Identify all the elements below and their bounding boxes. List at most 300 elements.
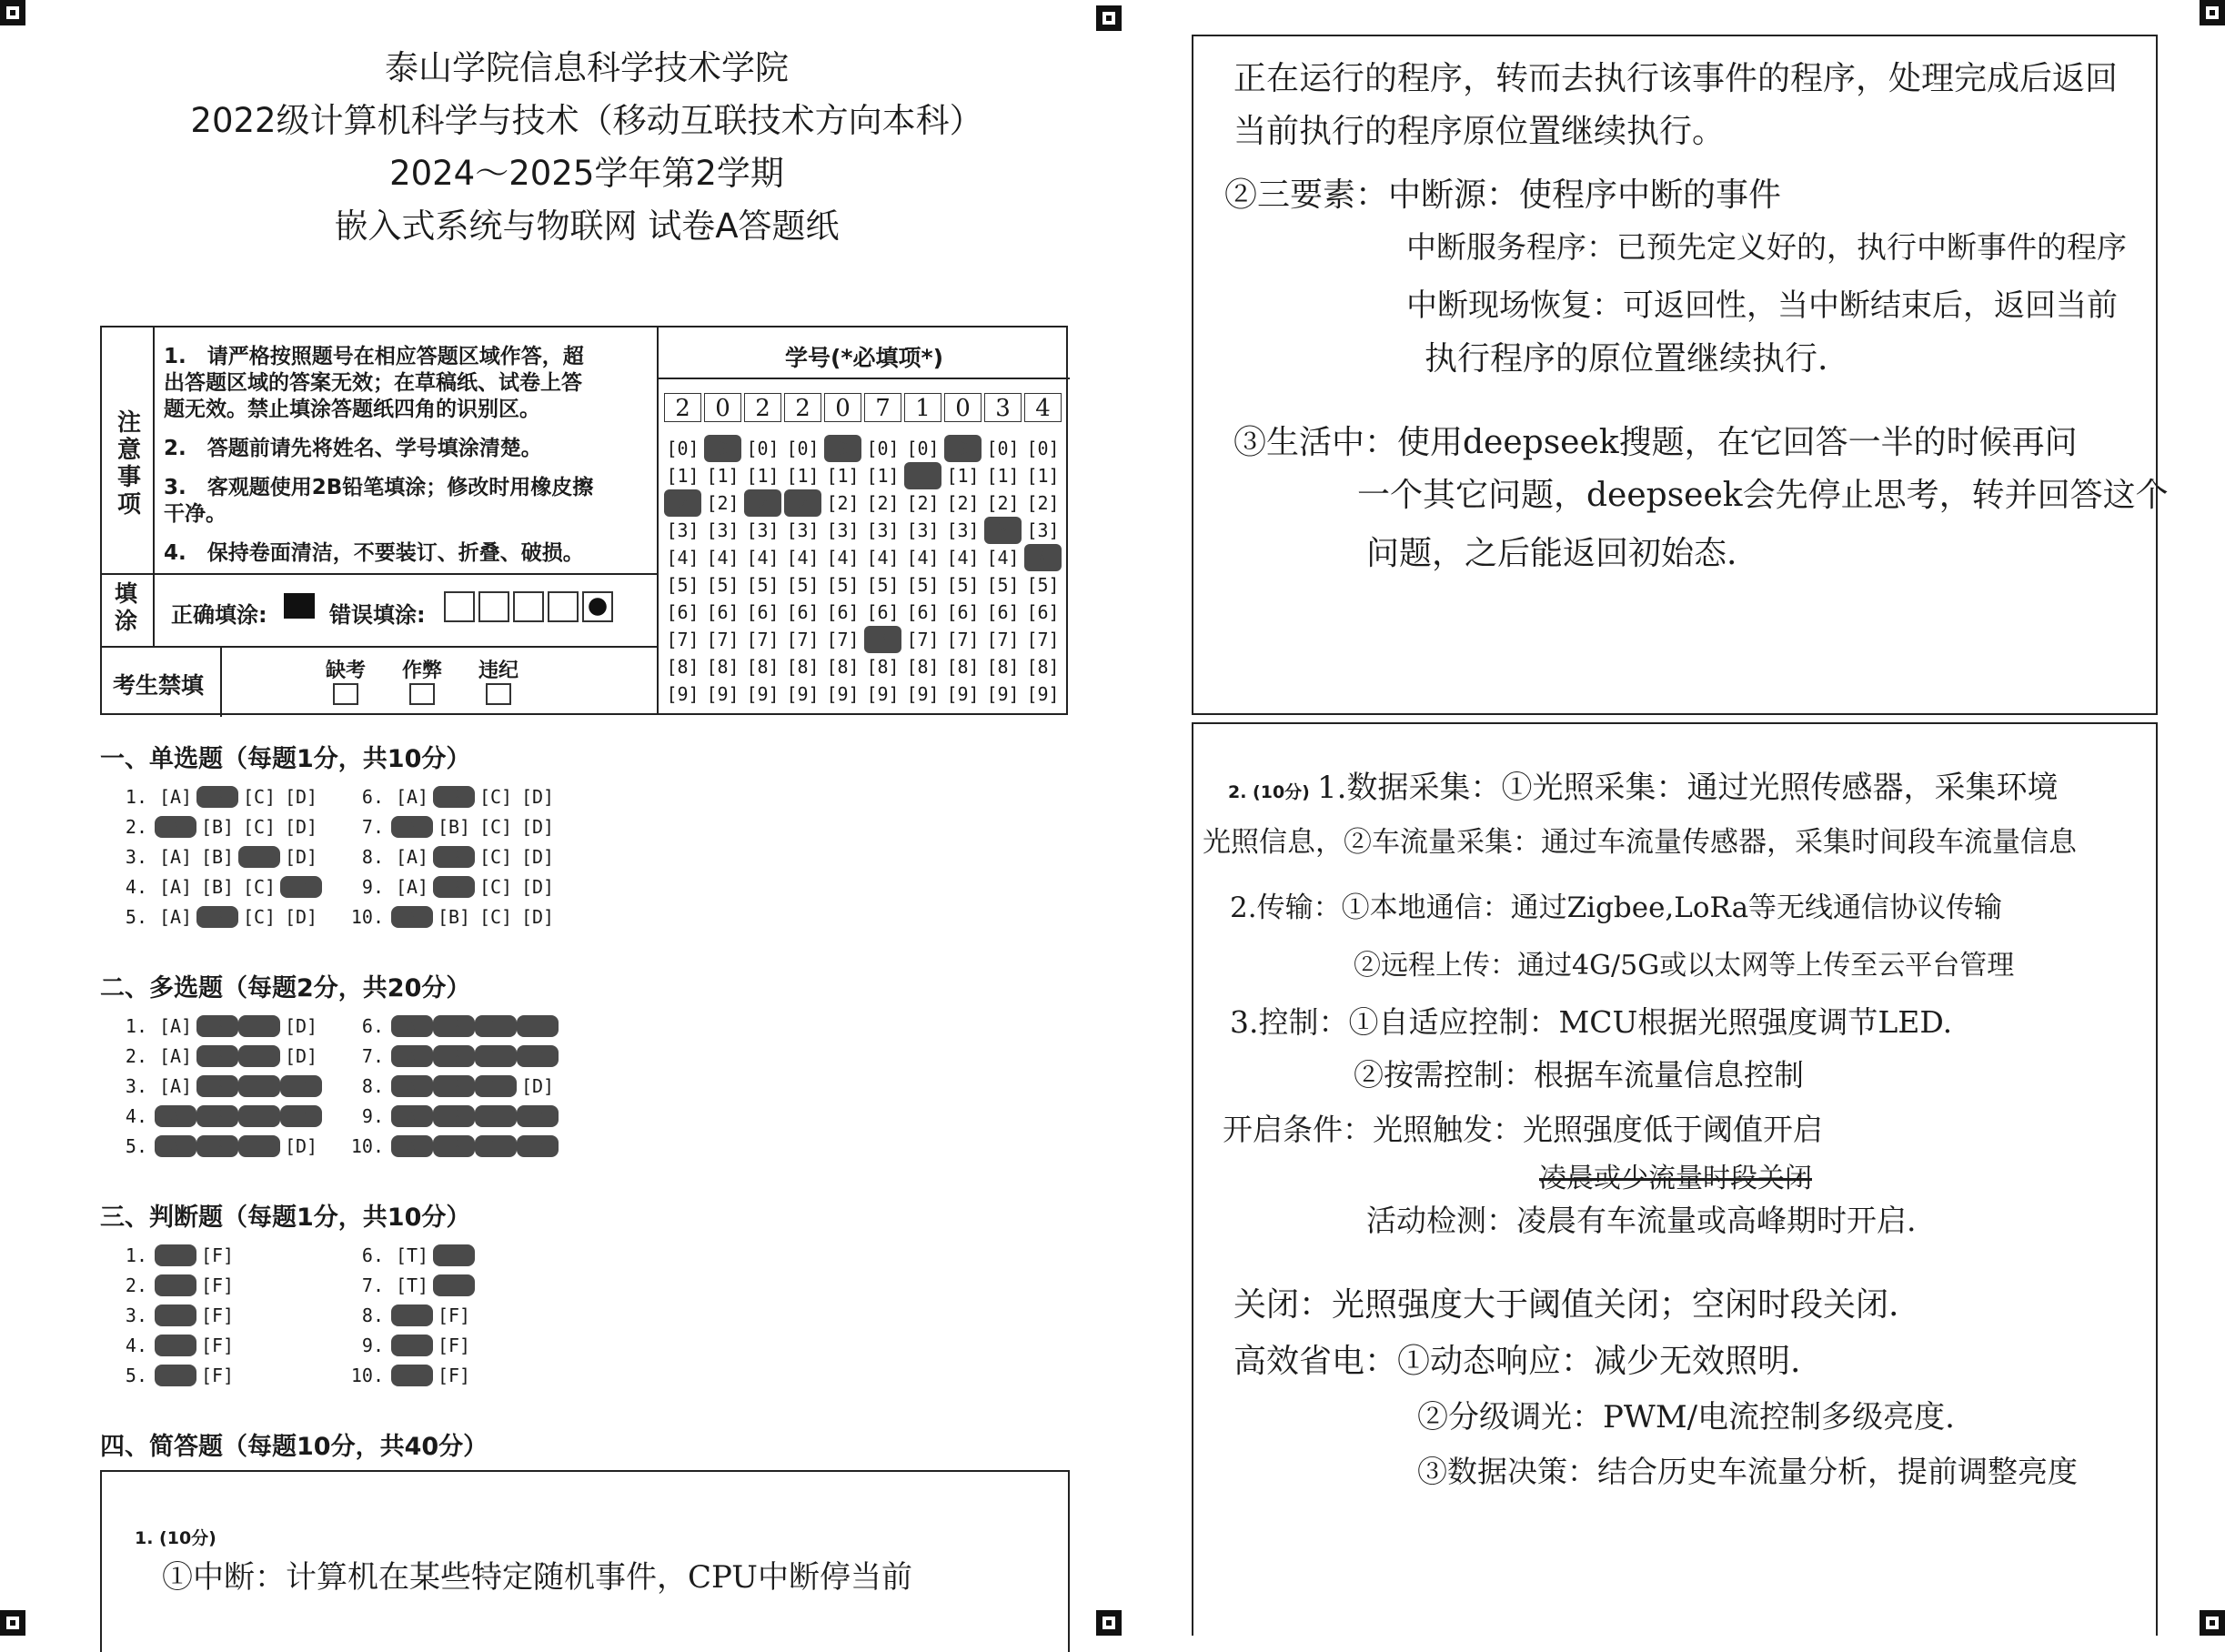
question-row (100, 876, 322, 898)
answer-option[interactable]: [C] (238, 1045, 280, 1067)
student-id-bubble[interactable]: [0] (824, 435, 861, 462)
answer-option[interactable]: [T] (391, 1365, 433, 1386)
student-id-bubble[interactable]: [6] (786, 601, 820, 623)
student-id-bubble[interactable]: [5] (906, 574, 940, 596)
student-id-bubble[interactable]: [2] (706, 492, 740, 514)
question-number: 6. (361, 1015, 384, 1037)
answer-option[interactable]: [T] (155, 1365, 196, 1386)
answer-option[interactable]: [C] (475, 1075, 517, 1097)
answer-option[interactable]: [T] (391, 1304, 433, 1326)
answer-option[interactable]: [A] (391, 1045, 433, 1067)
answer-option[interactable]: [F] (433, 1274, 475, 1296)
question-number: 1. (125, 1015, 147, 1037)
notice-item: 题无效。禁止填涂答题纸四角的识别区。 (164, 398, 540, 421)
student-id-bubble[interactable]: [7] (864, 626, 901, 653)
answer-option[interactable]: [A] (155, 1105, 196, 1127)
question-number: 4. (125, 876, 147, 898)
student-id-bubble[interactable]: [8] (986, 656, 1020, 678)
question-row (337, 876, 559, 898)
student-id-bubble[interactable]: [2] (986, 492, 1020, 514)
answer-option[interactable]: [B] (196, 1135, 238, 1157)
student-id-bubble[interactable]: [3] (786, 519, 820, 541)
question-row (100, 1045, 322, 1067)
student-id-bubble[interactable]: [3] (946, 519, 980, 541)
answer-option[interactable]: [F] (437, 1365, 471, 1386)
student-id-digit: 3 (984, 393, 1022, 422)
student-id-bubble[interactable]: [8] (706, 656, 740, 678)
question-row (100, 786, 322, 808)
student-id-bubble[interactable]: [4] (1024, 544, 1062, 571)
answer-option[interactable]: [D] (520, 906, 555, 928)
answer-line: ③数据决策：结合历史车流量分析，提前调整亮度 (1417, 1454, 2078, 1489)
answer-option[interactable]: [D] (284, 1135, 318, 1157)
student-id-bubble[interactable]: [8] (826, 656, 860, 678)
student-id-digit: 0 (944, 393, 982, 422)
student-id-bubble[interactable]: [5] (986, 574, 1020, 596)
student-id-digits (664, 393, 1064, 426)
student-id-bubble[interactable]: [9] (1026, 683, 1060, 705)
answer-box-q2 (1192, 722, 2158, 1636)
student-id-bubble[interactable]: [1] (866, 465, 900, 487)
question-row (100, 1135, 322, 1157)
question-number: 5. (125, 906, 147, 928)
student-id-bubble[interactable]: [6] (826, 601, 860, 623)
question-number: 4. (125, 1105, 147, 1127)
student-id-bubble[interactable]: [7] (986, 629, 1020, 650)
answer-option[interactable]: [B] (437, 906, 471, 928)
student-id-title: 学号(*必填项*) (785, 345, 943, 371)
absent-label: 缺考 (326, 660, 367, 682)
student-id-bubble[interactable]: [5] (786, 574, 820, 596)
student-id-bubble[interactable]: [9] (986, 683, 1020, 705)
student-id-bubble[interactable]: [9] (946, 683, 980, 705)
student-id-bubble[interactable]: [6] (746, 601, 780, 623)
answer-option[interactable]: [B] (196, 1105, 238, 1127)
answer-line: 关闭：光照强度大于阈值关闭；空闲时段关闭. (1233, 1286, 1899, 1324)
student-id-bubble[interactable]: [6] (706, 601, 740, 623)
student-id-bubble[interactable]: [5] (946, 574, 980, 596)
answer-option[interactable]: [D] (520, 1075, 555, 1097)
answer-line: 当前执行的程序原位置继续执行。 (1233, 113, 1726, 150)
wrong-line-mark-icon (478, 591, 509, 622)
answer-line: ②三要素：中断源：使程序中断的事件 (1224, 176, 1782, 214)
corner-marker-top-right (2200, 0, 2225, 25)
answer-line: ③生活中：使用deepseek搜题，在它回答一半的时候再问 (1233, 424, 2078, 461)
answer-option[interactable]: [C] (242, 876, 277, 898)
answer-option[interactable]: [C] (478, 906, 513, 928)
student-id-bubble[interactable]: [6] (666, 601, 700, 623)
answer-option[interactable]: [C] (242, 816, 277, 838)
answer-option[interactable]: [B] (433, 1015, 475, 1037)
student-id-bubble[interactable]: [2] (784, 489, 821, 517)
answer-option[interactable]: [C] (238, 1135, 280, 1157)
notice-item: 2. 答题前请先将姓名、学号填涂清楚。 (164, 437, 542, 460)
answer-option[interactable]: [A] (158, 846, 193, 868)
answer-option[interactable]: [A] (391, 1105, 433, 1127)
answer-option[interactable]: [A] (158, 1015, 193, 1037)
student-id-bubble[interactable]: [1] (666, 465, 700, 487)
answer-option[interactable]: [C] (478, 846, 513, 868)
student-id-bubble[interactable]: [6] (986, 601, 1020, 623)
answer-option[interactable]: [D] (284, 816, 318, 838)
answer-line: 中断服务程序：已预先定义好的，执行中断事件的程序 (1406, 229, 2127, 265)
answer-option[interactable]: [D] (284, 846, 318, 868)
student-id-bubble[interactable]: [7] (706, 629, 740, 650)
corner-marker-bottom-right (2200, 1610, 2225, 1636)
answer-option[interactable]: [D] (284, 1015, 318, 1037)
student-id-bubble[interactable]: [0] (906, 438, 940, 459)
student-id-bubble-grid (664, 435, 1064, 708)
answer-option[interactable]: [D] (520, 846, 555, 868)
notice-side-label (102, 327, 155, 573)
answer-option[interactable]: [B] (200, 846, 235, 868)
answer-option[interactable]: [T] (395, 1274, 429, 1296)
question-row (100, 1335, 238, 1356)
answer-box-q1-continued (1192, 35, 2169, 715)
answer-option[interactable]: [B] (200, 816, 235, 838)
answer-line: 2.传输：①本地通信：通过Zigbee,LoRa等无线通信协议传输 (1230, 891, 2003, 924)
student-id-bubble[interactable]: [3] (826, 519, 860, 541)
answer-option[interactable]: [T] (391, 1335, 433, 1356)
answer-option[interactable]: [A] (158, 876, 193, 898)
question-number: 6. (361, 786, 384, 808)
answer-option[interactable]: [A] (391, 816, 433, 838)
student-id-bubble[interactable]: [1] (946, 465, 980, 487)
answer-option[interactable]: [D] (284, 786, 318, 808)
student-id-bubble[interactable]: [2] (744, 489, 781, 517)
answer-option[interactable]: [C] (238, 1075, 280, 1097)
answer-option[interactable]: [D] (517, 1015, 559, 1037)
student-id-bubble[interactable]: [8] (786, 656, 820, 678)
student-id-bubble[interactable]: [7] (1026, 629, 1060, 650)
question-row (100, 1365, 238, 1386)
student-id-bubble[interactable]: [7] (906, 629, 940, 650)
student-id-bubble[interactable]: [4] (986, 547, 1020, 569)
student-id-bubble[interactable]: [8] (906, 656, 940, 678)
answer-option[interactable]: [C] (238, 1015, 280, 1037)
student-id-bubble[interactable]: [7] (826, 629, 860, 650)
answer-line: 光照信息，②车流量采集：通过车流量传感器，采集时间段车流量信息 (1203, 826, 2077, 859)
student-id-bubble[interactable]: [2] (906, 492, 940, 514)
student-id-bubble[interactable]: [9] (666, 683, 700, 705)
header-major: 2022级计算机科学与技术（移动互联技术方向本科） (190, 101, 983, 140)
answer-line: ②按需控制：根据车流量信息控制 (1354, 1057, 1804, 1093)
answer-option[interactable]: [D] (284, 1045, 318, 1067)
question-number: 1. (125, 1244, 147, 1266)
student-id-bubble[interactable]: [7] (786, 629, 820, 650)
question-number: 2. (125, 1045, 147, 1067)
section4-q1-box (100, 1470, 1070, 1652)
answer-option[interactable]: [A] (158, 786, 193, 808)
answer-option[interactable]: [A] (158, 1045, 193, 1067)
answer-option[interactable]: [C] (242, 906, 277, 928)
answer-option[interactable]: [T] (155, 1304, 196, 1326)
answer-option[interactable]: [C] (238, 846, 280, 868)
answer-option[interactable]: [C] (238, 1105, 280, 1127)
question-number: 7. (361, 1274, 384, 1296)
student-id-bubble[interactable]: [9] (786, 683, 820, 705)
answer-option[interactable]: [A] (158, 1075, 193, 1097)
answer-option[interactable]: [A] (395, 876, 429, 898)
student-id-bubble[interactable]: [4] (946, 547, 980, 569)
student-id-bubble[interactable]: [2] (826, 492, 860, 514)
student-id-bubble[interactable]: [9] (866, 683, 900, 705)
answer-option[interactable]: [F] (200, 1244, 235, 1266)
section2-title: 二、多选题（每题2分，共20分） (100, 974, 471, 1002)
answer-option[interactable]: [B] (433, 1075, 475, 1097)
student-id-bubble[interactable]: [1] (786, 465, 820, 487)
student-id-bubble[interactable]: [0] (666, 438, 700, 459)
student-id-bubble[interactable]: [5] (746, 574, 780, 596)
student-id-bubble[interactable]: [4] (826, 547, 860, 569)
answer-option[interactable]: [C] (475, 1045, 517, 1067)
student-id-bubble[interactable]: [2] (866, 492, 900, 514)
student-id-bubble[interactable]: [2] (946, 492, 980, 514)
answer-option[interactable]: [C] (475, 1105, 517, 1127)
fill-label: 填涂 (115, 580, 138, 634)
student-id-bubble[interactable]: [3] (666, 519, 700, 541)
section4-title: 四、简答题（每题10分，共40分） (100, 1433, 488, 1461)
question-number: 2. (125, 816, 147, 838)
student-id-bubble[interactable]: [1] (986, 465, 1020, 487)
answer-option[interactable]: [C] (478, 816, 513, 838)
answer-option[interactable]: [B] (196, 786, 238, 808)
answer-option[interactable]: [T] (155, 1244, 196, 1266)
student-id-bubble[interactable]: [3] (746, 519, 780, 541)
student-id-bubble[interactable]: [8] (946, 656, 980, 678)
student-id-bubble[interactable]: [9] (706, 683, 740, 705)
student-id-bubble[interactable]: [8] (1026, 656, 1060, 678)
answer-option[interactable]: [B] (437, 816, 471, 838)
answer-option[interactable]: [F] (200, 1335, 235, 1356)
question-number: 9. (361, 876, 384, 898)
answer-option[interactable]: [D] (284, 906, 318, 928)
answer-option[interactable]: [T] (395, 1244, 429, 1266)
answer-line: 正在运行的程序，转而去执行该事件的程序，处理完成后返回 (1233, 60, 2119, 97)
answer-line: 一个其它问题，deepseek会先停止思考，转并回答这个 (1357, 477, 2169, 514)
student-id-bubble[interactable]: [3] (906, 519, 940, 541)
question-row (100, 1244, 238, 1266)
answer-option[interactable]: [A] (391, 1015, 433, 1037)
student-id-bubble[interactable]: [3] (984, 517, 1022, 544)
answer-option[interactable]: [F] (437, 1335, 471, 1356)
question-row (337, 786, 559, 808)
question-number: 5. (125, 1365, 147, 1386)
student-id-bubble[interactable]: [4] (906, 547, 940, 569)
question-row (100, 1105, 322, 1127)
student-id-bubble[interactable]: [4] (866, 547, 900, 569)
wrong-circle-mark-icon (548, 591, 579, 622)
answer-option[interactable]: [B] (196, 906, 238, 928)
student-id-bubble[interactable]: [4] (786, 547, 820, 569)
answer-option[interactable]: [F] (200, 1365, 235, 1386)
answer-option[interactable]: [C] (475, 1135, 517, 1157)
student-id-bubble[interactable]: [1] (706, 465, 740, 487)
answer-option[interactable]: [B] (196, 1075, 238, 1097)
student-id-bubble[interactable]: [6] (866, 601, 900, 623)
notice-item: 1. 请严格按照题号在相应答题区域作答，超 (164, 345, 584, 368)
answer-option[interactable]: [D] (517, 1135, 559, 1157)
answer-option[interactable]: [C] (475, 1015, 517, 1037)
answer-option[interactable]: [T] (155, 1274, 196, 1296)
answer-option[interactable]: [F] (200, 1274, 235, 1296)
answer-option[interactable]: [A] (395, 846, 429, 868)
answer-option[interactable]: [A] (155, 816, 196, 838)
student-id-digit: 4 (1024, 393, 1062, 422)
student-id-panel (657, 327, 1070, 715)
student-id-bubble[interactable]: [6] (1026, 601, 1060, 623)
answer-option[interactable]: [T] (155, 1335, 196, 1356)
question-number: 8. (361, 1075, 384, 1097)
student-id-bubble[interactable]: [1] (1026, 465, 1060, 487)
student-id-bubble[interactable]: [6] (906, 601, 940, 623)
question-row (337, 1304, 475, 1326)
question-number: 5. (125, 1135, 147, 1157)
question-row (100, 1015, 322, 1037)
student-id-bubble[interactable]: [6] (946, 601, 980, 623)
student-id-bubble[interactable]: [9] (826, 683, 860, 705)
notice-item: 干净。 (164, 502, 227, 526)
answer-option[interactable]: [F] (437, 1304, 471, 1326)
answer-option[interactable]: [D] (280, 1105, 322, 1127)
student-id-bubble[interactable]: [8] (866, 656, 900, 678)
student-id-bubble[interactable]: [1] (904, 462, 941, 489)
answer-option[interactable]: [A] (395, 786, 429, 808)
answer-option[interactable]: [D] (520, 816, 555, 838)
student-id-bubble[interactable]: [0] (986, 438, 1020, 459)
question-row (337, 1135, 559, 1157)
question-row (337, 1075, 559, 1097)
question-number: 10. (350, 1135, 384, 1157)
student-id-bubble[interactable]: [3] (1026, 519, 1060, 541)
answer-option[interactable]: [B] (196, 1015, 238, 1037)
student-id-digit: 7 (864, 393, 901, 422)
student-id-bubble[interactable]: [4] (666, 547, 700, 569)
question-row (337, 816, 559, 838)
answer-option[interactable]: [A] (391, 1135, 433, 1157)
notice-items (164, 344, 655, 567)
answer-line: 中断现场恢复：可返回性，当中断结束后，返回当前 (1406, 287, 2118, 324)
student-id-bubble[interactable]: [4] (746, 547, 780, 569)
answer-option[interactable]: [B] (200, 876, 235, 898)
answer-line: 1.数据采集：①光照采集：通过光照传感器，采集环境 (1317, 770, 2059, 806)
student-id-bubble[interactable]: [0] (944, 435, 982, 462)
question-number: 8. (361, 846, 384, 868)
student-id-bubble[interactable]: [5] (706, 574, 740, 596)
student-id-bubble[interactable]: [9] (746, 683, 780, 705)
student-id-bubble[interactable]: [7] (746, 629, 780, 650)
student-id-bubble[interactable]: [5] (866, 574, 900, 596)
question-number: 2. (125, 1274, 147, 1296)
header-term: 2024～2025学年第2学期 (389, 154, 784, 193)
student-id-bubble[interactable]: [0] (704, 435, 741, 462)
answer-option[interactable]: [A] (391, 906, 433, 928)
header-exam-title: 嵌入式系统与物联网 试卷A答题纸 (334, 206, 840, 246)
student-id-bubble[interactable]: [0] (1026, 438, 1060, 459)
cheat-checkbox[interactable] (409, 683, 435, 705)
student-id-bubble[interactable]: [0] (866, 438, 900, 459)
answer-option[interactable]: [D] (520, 876, 555, 898)
question-number: 4. (125, 1335, 147, 1356)
answer-option[interactable]: [F] (200, 1304, 235, 1326)
question-row (337, 1335, 475, 1356)
question-row (337, 906, 559, 928)
question-row (337, 1015, 559, 1037)
answer-option[interactable]: [D] (280, 876, 322, 898)
answer-option[interactable]: [C] (478, 786, 513, 808)
answer-line: 活动检测：凌晨有车流量或高峰期时开启. (1366, 1203, 1917, 1238)
answer-option[interactable]: [F] (433, 1244, 475, 1266)
question-row (337, 1105, 559, 1127)
student-id-bubble[interactable]: [5] (826, 574, 860, 596)
answer-option[interactable]: [B] (433, 846, 475, 868)
student-id-bubble[interactable]: [9] (906, 683, 940, 705)
absent-checkbox[interactable] (333, 683, 358, 705)
cheat-label: 作弊 (402, 660, 443, 682)
wrong-fill-label: 错误填涂: (329, 602, 426, 628)
violation-checkbox[interactable] (486, 683, 511, 705)
student-id-bubble[interactable]: [0] (746, 438, 780, 459)
notice-item: 3. 客观题使用2B铅笔填涂；修改时用橡皮擦 (164, 476, 594, 499)
answer-option[interactable]: [D] (517, 1105, 559, 1127)
answer-option[interactable]: [B] (433, 786, 475, 808)
answer-option[interactable]: [D] (517, 1045, 559, 1067)
q2-label: 2. (10分) (1228, 782, 1310, 802)
question-row (100, 1274, 238, 1296)
student-id-bubble[interactable]: [4] (706, 547, 740, 569)
answer-option[interactable]: [A] (155, 1135, 196, 1157)
answer-option[interactable]: [A] (391, 1075, 433, 1097)
answer-option[interactable]: [C] (478, 876, 513, 898)
student-id-bubble[interactable]: [8] (666, 656, 700, 678)
answer-option[interactable]: [B] (433, 1045, 475, 1067)
student-id-bubble[interactable]: [7] (666, 629, 700, 650)
answer-line: ②远程上传：通过4G/5G或以太网等上传至云平台管理 (1354, 950, 2015, 982)
student-id-bubble[interactable]: [7] (946, 629, 980, 650)
question-row (100, 1075, 322, 1097)
answer-option[interactable]: [B] (196, 1045, 238, 1067)
student-id-bubble[interactable]: [5] (666, 574, 700, 596)
question-number: 6. (361, 1244, 384, 1266)
student-id-bubble[interactable]: [2] (664, 489, 701, 517)
question-number: 10. (350, 1365, 384, 1386)
answer-option[interactable]: [C] (242, 786, 277, 808)
answer-option[interactable]: [A] (158, 906, 193, 928)
student-id-bubble[interactable]: [0] (786, 438, 820, 459)
forbidden-row (102, 646, 657, 717)
answer-option[interactable]: [B] (433, 1135, 475, 1157)
student-id-digit: 0 (824, 393, 861, 422)
student-id-bubble[interactable]: [5] (1026, 574, 1060, 596)
student-id-digit: 0 (704, 393, 741, 422)
wrong-dash-mark-icon (513, 591, 544, 622)
student-id-bubble[interactable]: [1] (826, 465, 860, 487)
answer-option[interactable]: [D] (280, 1075, 322, 1097)
q1-answer-line: ①中断：计算机在某些特定随机事件，CPU中断停当前 (162, 1559, 912, 1596)
answer-option[interactable]: [B] (433, 876, 475, 898)
student-id-bubble[interactable]: [3] (866, 519, 900, 541)
student-id-bubble[interactable]: [8] (746, 656, 780, 678)
student-id-bubble[interactable]: [2] (1026, 492, 1060, 514)
student-id-bubble[interactable]: [3] (706, 519, 740, 541)
question-row (100, 816, 322, 838)
student-id-bubble[interactable]: [1] (746, 465, 780, 487)
answer-option[interactable]: [B] (433, 1105, 475, 1127)
question-row (337, 846, 559, 868)
question-row (100, 906, 322, 928)
answer-option[interactable]: [D] (520, 786, 555, 808)
question-number: 9. (361, 1105, 384, 1127)
